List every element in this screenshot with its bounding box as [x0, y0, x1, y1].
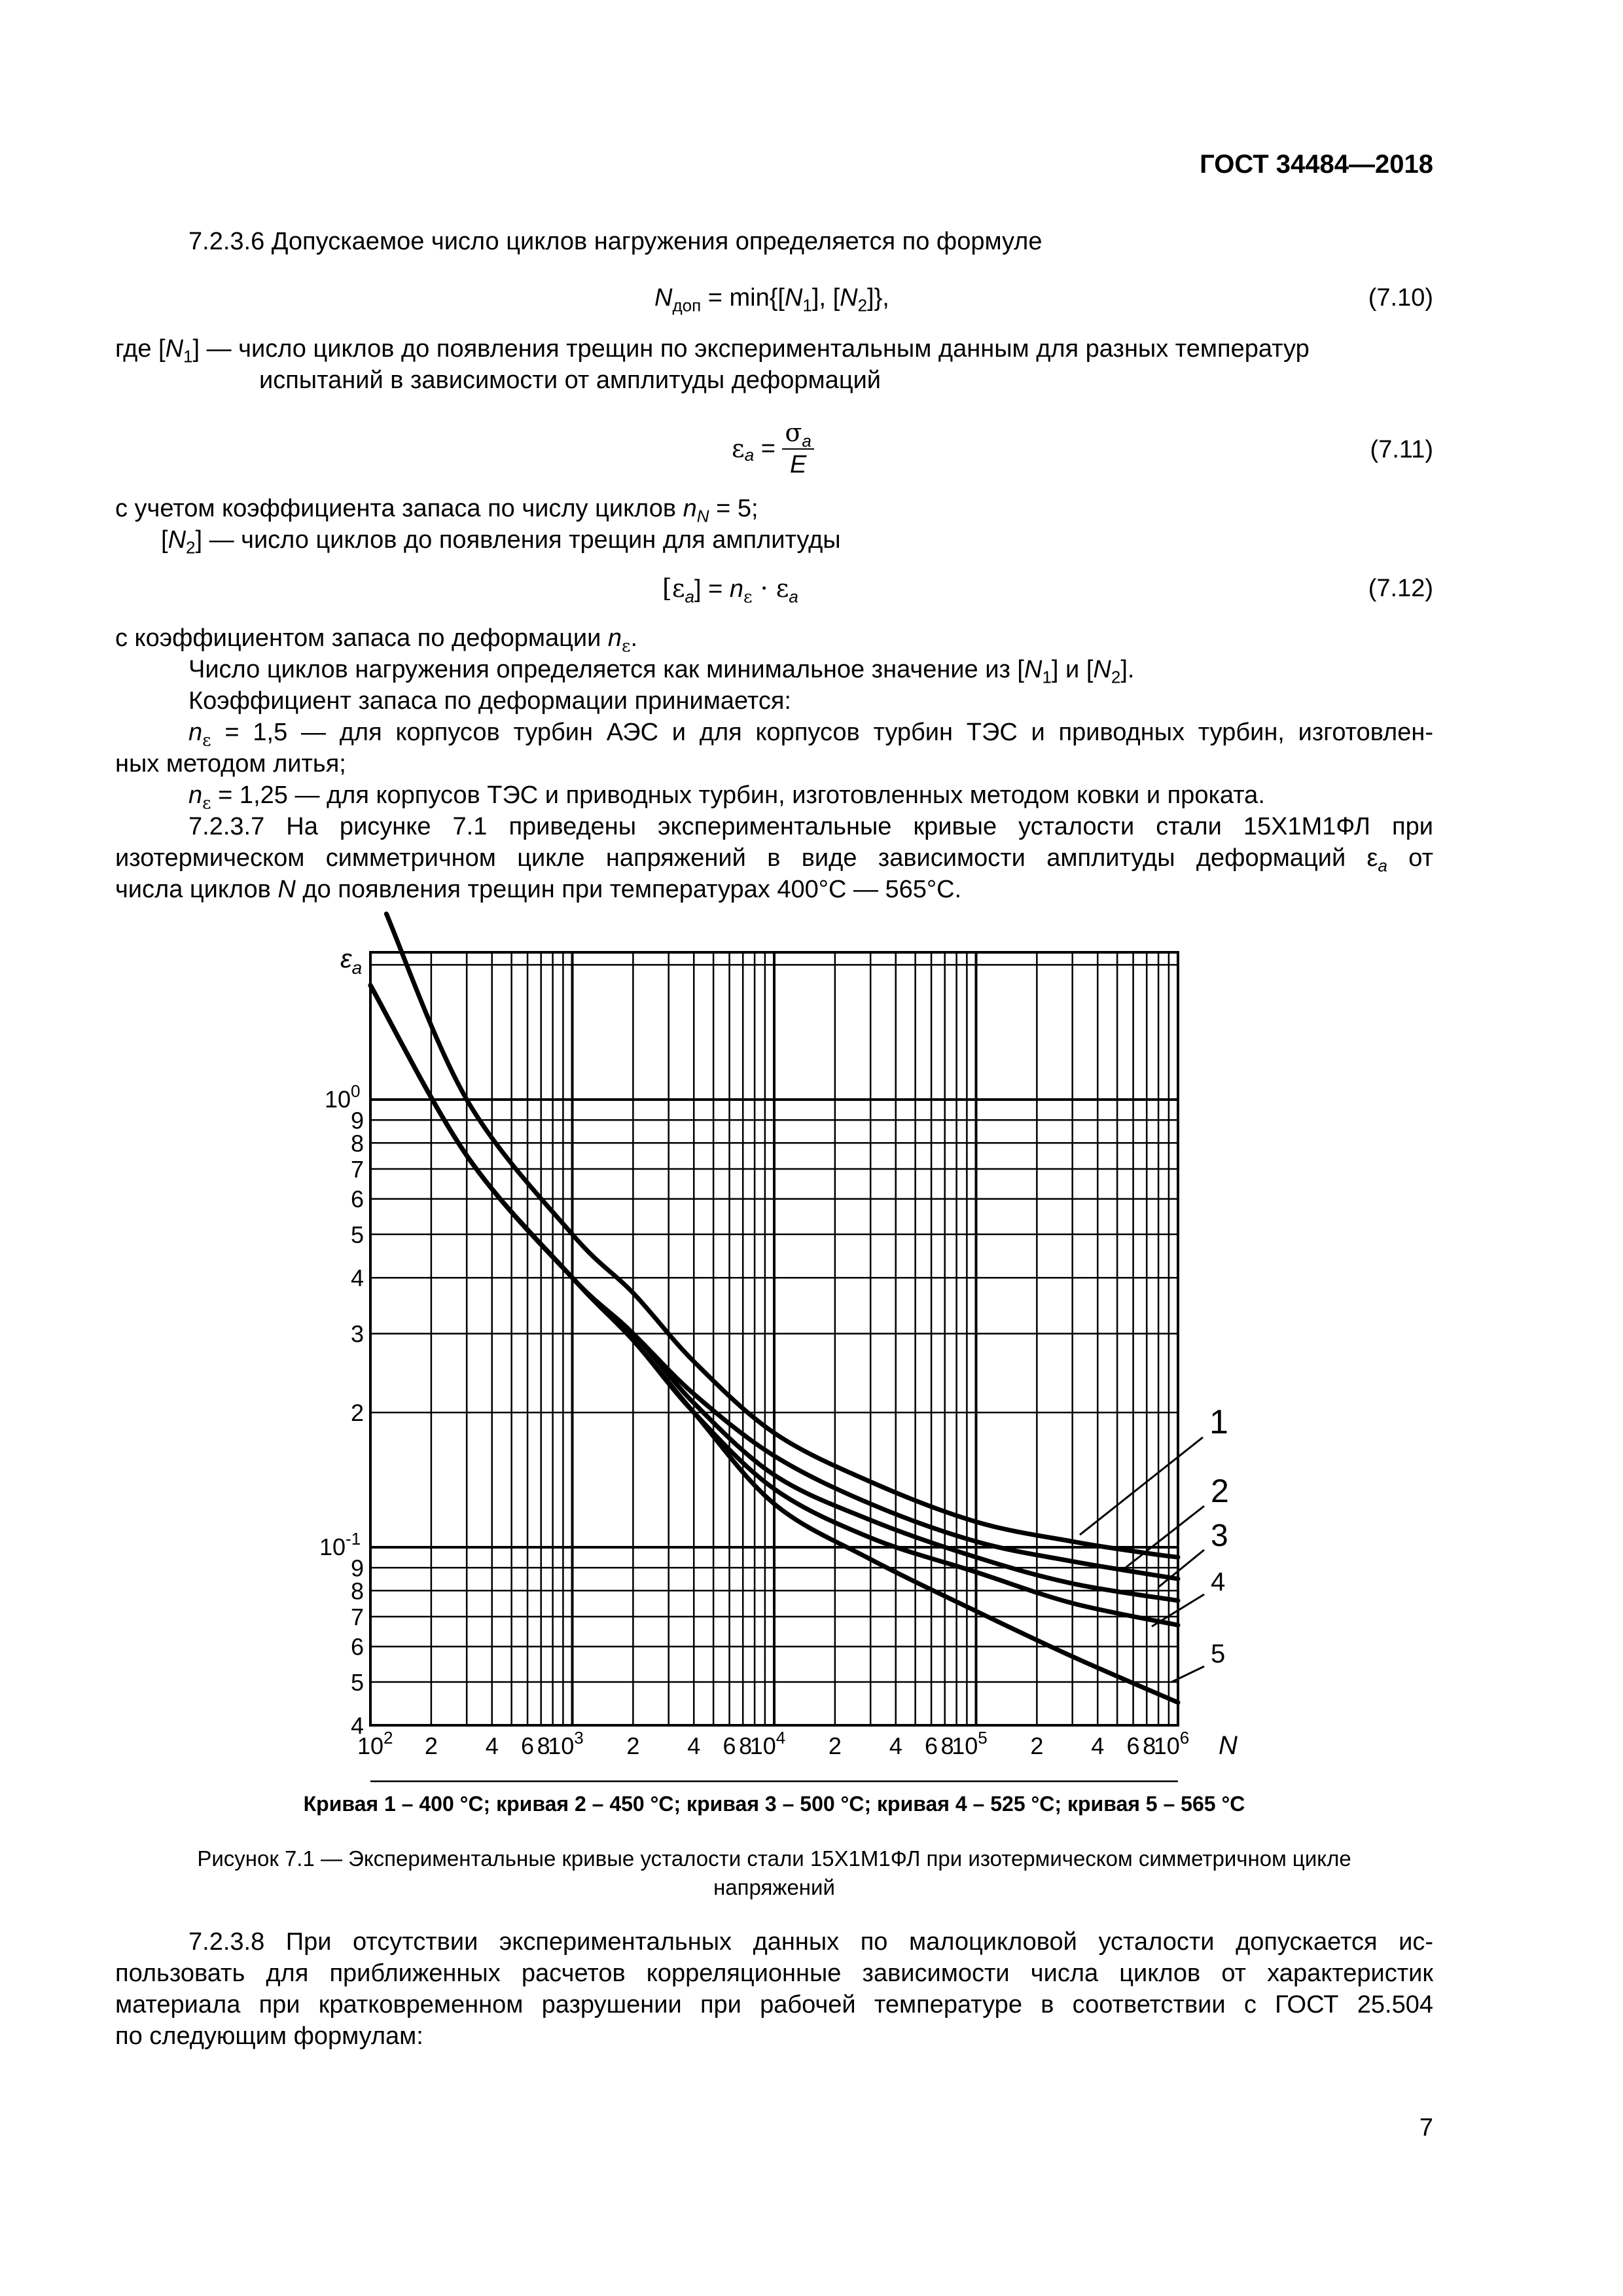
equation-7-10: $N_{доп} = \min\{[N_1]$, $[N_2]$}, — [654, 284, 889, 315]
x-tick-label: 4 — [687, 1732, 701, 1759]
paragraph-7-2-3-7-line2: изотермическом симметричном цикле напряжений в виде зависимости амплитуды деформаций $\varepsilon_a$ от — [115, 844, 1433, 876]
x-tick-label-decade: $10^5$ — [952, 1728, 988, 1759]
curve-label-2: 2 — [1211, 1473, 1229, 1509]
document-header: ГОСТ 34484—2018 — [1200, 150, 1433, 179]
x-tick-label-decade: $10^3$ — [548, 1728, 584, 1759]
chart-grid — [370, 952, 1178, 1806]
equation-7-11: $\varepsilon_a$ = $\frac{\sigma_a}{E}$ — [732, 418, 814, 480]
y-tick-label: 6 — [350, 1185, 364, 1213]
definition-n1: где $[N_1]$ — число циклов до появления трещин по экспериментальным данным для разных температур — [115, 335, 1310, 367]
y-tick-label: 7 — [350, 1155, 364, 1183]
x-tick-label: 2 — [1030, 1732, 1044, 1759]
y-tick-label: 5 — [350, 1668, 364, 1696]
coef-1-5: $n_\varepsilon = 1,5$ — для корпусов турбин АЭС и для корпусов турбин ТЭС и приводных турбин, изготовлен- — [188, 719, 1433, 751]
x-tick-label: 4 — [889, 1732, 902, 1759]
y-tick-label: 5 — [350, 1221, 364, 1248]
definition-n1-continued: испытаний в зависимости от амплитуды деформаций — [259, 367, 882, 394]
y-tick-label: 2 — [350, 1399, 364, 1427]
figure-caption: Рисунок 7.1 — Экспериментальные кривые усталости стали 15Х1М1ФЛ при изотермическом симметричном цикле — [197, 1846, 1351, 1871]
y-tick-label: 7 — [350, 1603, 364, 1630]
paragraph-7-2-3-8-line4: по следующим формулам: — [115, 2022, 423, 2050]
x-tick-label: 6 — [521, 1732, 535, 1759]
y-tick-label: 9 — [350, 1554, 364, 1582]
x-tick-label: 6 — [925, 1732, 938, 1759]
paragraph-7-2-3-7: 7.2.3.7 На рисунке 7.1 приведены экспериментальные кривые усталости стали 15Х1М1ФЛ при — [188, 813, 1433, 840]
x-tick-label: 2 — [626, 1732, 640, 1759]
figure-caption-line2: напряжений — [713, 1875, 835, 1899]
y-tick-label: 4 — [350, 1265, 364, 1292]
x-tick-label: 4 — [1091, 1732, 1105, 1759]
curve-label-4: 4 — [1211, 1568, 1226, 1596]
paragraph-7-2-3-8-line3: материала при кратковременном разрушении при рабочей температуре в соответствии с ГОСТ 25.504 — [115, 1991, 1433, 2018]
x-tick-label-decade: $10^6$ — [1153, 1728, 1190, 1759]
x-tick-label-decade: $10^4$ — [749, 1728, 786, 1759]
coef-1-5-continued: ных методом литья; — [115, 750, 346, 778]
chart-legend: Кривая 1 – 400 °С; кривая 2 – 450 °С; кривая 3 – 500 °С; кривая 4 – 525 °С; кривая 5 – 565 °С — [303, 1792, 1245, 1816]
y-tick-label: 3 — [350, 1320, 364, 1348]
page-number: 7 — [1419, 2114, 1433, 2142]
y-tick-label: 6 — [350, 1633, 364, 1660]
coef-1-25: $n_\varepsilon = 1,25$ — для корпусов ТЭС и приводных турбин, изготовленных методом ковки и проката. — [188, 781, 1265, 814]
y-tick-label-10e0: $10^0$ — [325, 1081, 361, 1113]
x-tick-label: 8 — [537, 1732, 550, 1759]
paragraph-7-2-3-8-line2: пользовать для приближенных расчетов корреляционные зависимости числа циклов от характеристик — [115, 1960, 1433, 1987]
paragraph-7-2-3-8: 7.2.3.8 При отсутствии экспериментальных данных по малоцикловой усталости допускается ис- — [188, 1928, 1433, 1956]
x-tick-label: 4 — [485, 1732, 499, 1759]
x-tick-label: 8 — [1143, 1732, 1156, 1759]
x-tick-label: 8 — [739, 1732, 753, 1759]
paragraph-7-2-3-6: 7.2.3.6 Допускаемое число циклов нагружения определяется по формуле — [188, 228, 1043, 255]
curve-label-5: 5 — [1211, 1640, 1226, 1668]
x-tick-label: 6 — [1126, 1732, 1140, 1759]
y-tick-label-10e-1: $10^{-1}$ — [319, 1529, 361, 1560]
curve-label-leader-5 — [1171, 1666, 1204, 1682]
safety-factor-cycles: с учетом коэффициента запаса по числу циклов $n_N = 5$; — [115, 495, 758, 526]
definition-n2: $[N_2]$ — число циклов до появления трещин для амплитуды — [161, 526, 841, 558]
x-tick-label-decade: $10^2$ — [357, 1728, 393, 1759]
x-tick-label: 8 — [940, 1732, 954, 1759]
y-tick-label: 8 — [350, 1130, 364, 1157]
y-tick-label: 9 — [350, 1107, 364, 1134]
x-tick-label: 6 — [722, 1732, 736, 1759]
equation-number-7-12: (7.12) — [1368, 575, 1433, 602]
x-tick-label: 2 — [828, 1732, 842, 1759]
curve-label-1: 1 — [1209, 1403, 1228, 1441]
y-tick-label: 4 — [350, 1712, 364, 1740]
paragraph-7-2-3-7-line3: числа циклов N до появления трещин при температурах 400°С — 565°С. — [115, 876, 962, 903]
x-tick-label: 2 — [424, 1732, 438, 1759]
paragraph-coefficient: Коэффициент запаса по деформации принимается: — [188, 687, 791, 715]
x-axis-title: N — [1219, 1731, 1238, 1760]
equation-number-7-11: (7.11) — [1370, 436, 1433, 463]
y-tick-label: 8 — [350, 1577, 364, 1605]
equation-7-12: $[\varepsilon_a] = n_\varepsilon \cdot \varepsilon_a$ — [662, 574, 798, 607]
y-axis-title: $\varepsilon_a$ — [340, 944, 363, 978]
curve-label-3: 3 — [1211, 1518, 1228, 1553]
safety-factor-strain: с коэффициентом запаса по деформации $n_\varepsilon$. — [115, 624, 638, 656]
chart-labels — [319, 944, 1238, 1760]
paragraph-min-cycles: Число циклов нагружения определяется как минимальное значение из $[N_1]$ и $[N_2]$. — [188, 656, 1135, 687]
equation-number-7-10: (7.10) — [1368, 284, 1433, 312]
